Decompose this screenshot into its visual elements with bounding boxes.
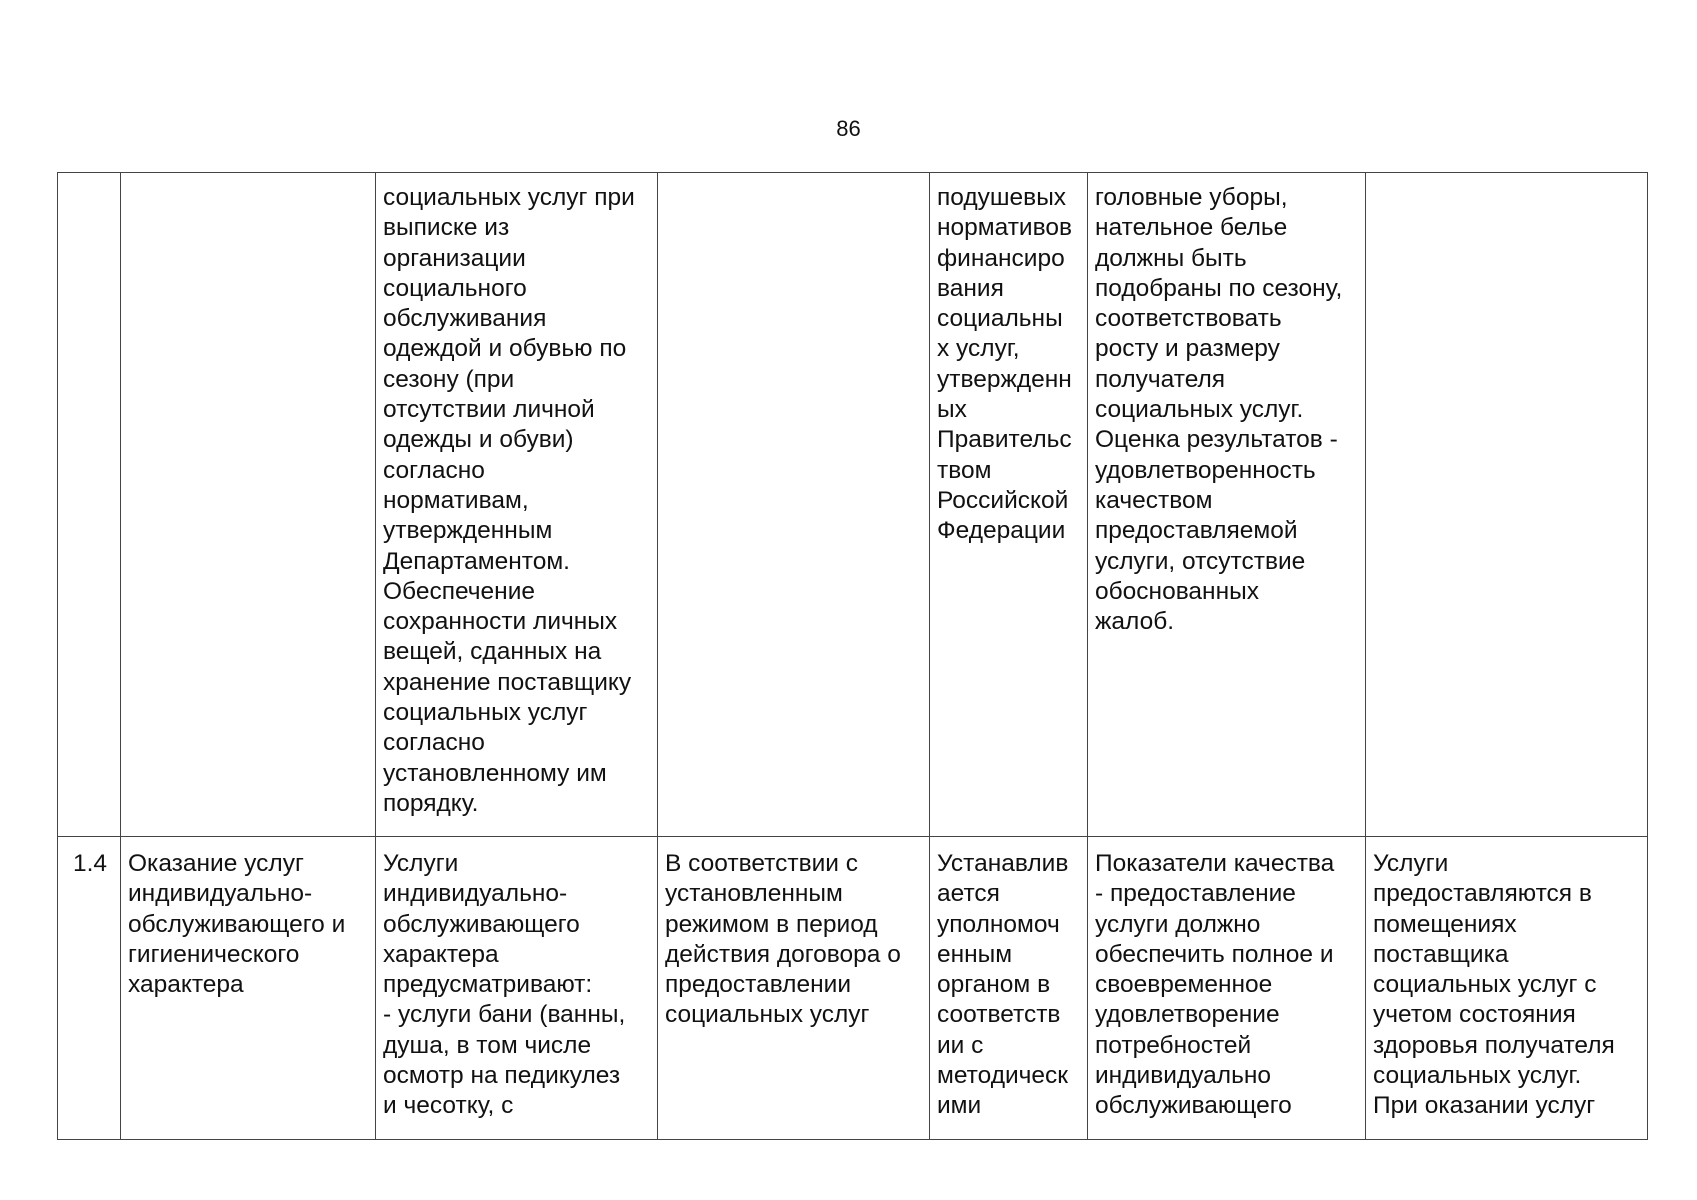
service-description-cell — [376, 837, 658, 1140]
cell-text-line: ых — [937, 396, 967, 424]
service-conditions-cell — [1366, 837, 1648, 1140]
page-number: 86 — [836, 116, 861, 141]
cell-text-line: порядку. — [383, 789, 479, 817]
cell-text-line: финансиро — [937, 244, 1065, 272]
cell-text-line: утвержденным — [383, 517, 553, 545]
cell-text-line: организации — [383, 244, 526, 272]
cell-text-line: предусматривают: — [383, 971, 593, 999]
cell-text-line: здоровья получателя — [1373, 1031, 1615, 1059]
cell-text-line: При оказании услуг — [1373, 1092, 1596, 1120]
cell-text-line: социальных услуг. — [1095, 396, 1304, 424]
cell-text-line: соответств — [937, 1001, 1061, 1029]
cell-text-line: режимом в период — [665, 910, 878, 938]
cell-text-line: своевременное — [1095, 971, 1273, 999]
cell-text-line: удовлетворенность — [1095, 456, 1316, 484]
cell-text-line: индивидуально- — [128, 880, 313, 908]
cell-text-line: головные уборы, — [1095, 184, 1288, 211]
service-norm-cell — [930, 837, 1088, 1140]
cell-text-line: нормативам, — [383, 486, 529, 514]
cell-text-line: Российской — [937, 486, 1069, 514]
cell-text-line: утвержденн — [937, 365, 1072, 393]
cell-text-line: предоставляемой — [1095, 517, 1298, 545]
cell-text-line: нательное белье — [1095, 214, 1288, 242]
cell-text-line: согласно — [383, 729, 485, 757]
number-cell — [58, 173, 121, 837]
cell-text-line: Федерации — [937, 517, 1066, 545]
cell-text-line: вания — [937, 274, 1004, 302]
cell-text-line: обслуживания — [383, 305, 547, 333]
cell-text-line: хранение поставщику — [383, 668, 632, 696]
cell-text-line: твом — [937, 456, 992, 484]
service-norm-cell — [930, 173, 1088, 837]
cell-text-line: х услуг, — [937, 335, 1020, 363]
cell-text-line: Оказание услуг — [128, 850, 304, 877]
service-description-cell — [376, 173, 658, 837]
cell-text-line: одежды и обуви) — [383, 426, 574, 454]
cell-text-line: ается — [937, 880, 1000, 908]
cell-text-line: гигиенического — [128, 940, 300, 968]
cell-text-line: Устанавлив — [937, 850, 1069, 877]
cell-text-line: социальных услуг — [383, 699, 588, 727]
cell-text-line: росту и размеру — [1095, 335, 1280, 363]
cell-text-line: жалоб. — [1095, 608, 1175, 636]
cell-text-line: одеждой и обувью по — [383, 335, 627, 363]
cell-text-line: социальны — [937, 305, 1063, 333]
cell-text-line: социальных услуг при — [383, 184, 635, 211]
cell-text-line: Показатели качества — [1095, 850, 1335, 877]
cell-text-line: подушевых — [937, 184, 1067, 211]
cell-text-line: установленным — [665, 880, 843, 908]
cell-text-line: ии с — [937, 1031, 984, 1059]
cell-text-line: получателя — [1095, 365, 1226, 393]
cell-text-line: должны быть — [1095, 244, 1247, 272]
cell-text-line: отсутствии личной — [383, 396, 595, 424]
cell-text-line: ими — [937, 1092, 982, 1120]
service-name-cell — [121, 173, 376, 837]
cell-text-line: сохранности личных — [383, 608, 618, 636]
table-row — [58, 173, 1648, 837]
cell-text-line: социальных услуг — [665, 1001, 870, 1029]
cell-text-line: - услуги бани (ванны, — [383, 1001, 626, 1029]
cell-text-line: социального — [383, 274, 527, 302]
cell-text-line: обслуживающего — [1095, 1092, 1292, 1120]
cell-text-line: индивидуально — [1095, 1062, 1272, 1090]
cell-text-line: поставщика — [1373, 940, 1509, 968]
cell-text-line: характера — [383, 940, 499, 968]
cell-text-line: предоставлении — [665, 971, 851, 999]
table-row — [58, 837, 1648, 1140]
cell-text-line: Услуги — [383, 850, 459, 877]
cell-text-line: вещей, сданных на — [383, 638, 602, 666]
cell-text-line: методическ — [937, 1062, 1069, 1090]
cell-text-line: обслуживающего — [383, 910, 580, 938]
cell-text-line: учетом состояния — [1373, 1001, 1576, 1029]
cell-text-line: выписке из — [383, 214, 510, 242]
cell-text-line: - предоставление — [1095, 880, 1296, 908]
quality-indicators-cell — [1088, 173, 1366, 837]
cell-text-line: обслуживающего и — [128, 910, 346, 938]
cell-text-line: Правительс — [937, 426, 1072, 454]
cell-text-line: согласно — [383, 456, 485, 484]
cell-text-line: и чесотку, с — [383, 1092, 514, 1120]
cell-text-line: предоставляются в — [1373, 880, 1592, 908]
cell-text-line: услуги должно — [1095, 910, 1261, 938]
cell-text-line: органом в — [937, 971, 1051, 999]
cell-text-line: Услуги — [1373, 850, 1449, 877]
cell-text-line: осмотр на педикулез — [383, 1062, 621, 1090]
cell-text-line: качеством — [1095, 486, 1213, 514]
cell-text-line: помещениях — [1373, 910, 1517, 938]
cell-text-line: индивидуально- — [383, 880, 568, 908]
cell-text-line: удовлетворение — [1095, 1001, 1280, 1029]
cell-text-line: услуги, отсутствие — [1095, 547, 1306, 575]
service-schedule-cell — [658, 837, 930, 1140]
cell-text-line: енным — [937, 940, 1013, 968]
cell-text-line: В соответствии с — [665, 850, 859, 877]
cell-text-line: сезону (при — [383, 365, 515, 393]
quality-indicators-cell — [1088, 837, 1366, 1140]
services-table — [57, 172, 1648, 1140]
cell-text-line: обоснованных — [1095, 577, 1259, 605]
cell-text-line: характера — [128, 971, 244, 999]
cell-text-line: соответствовать — [1095, 305, 1282, 333]
cell-text-line: Департаментом. — [383, 547, 570, 575]
service-schedule-cell — [658, 173, 930, 837]
cell-text-line: социальных услуг с — [1373, 971, 1597, 999]
service-conditions-cell — [1366, 173, 1648, 837]
cell-text-line: Обеспечение — [383, 577, 536, 605]
cell-text-line: подобраны по сезону, — [1095, 274, 1343, 302]
cell-text-line: обеспечить полное и — [1095, 940, 1334, 968]
service-name-cell — [121, 837, 376, 1140]
cell-text-line: действия договора о — [665, 940, 901, 968]
cell-text-line: Оценка результатов - — [1095, 426, 1338, 454]
cell-text-line: 1.4 — [72, 850, 108, 877]
cell-text-line: нормативов — [937, 214, 1073, 242]
cell-text-line: потребностей — [1095, 1031, 1252, 1059]
cell-text-line: социальных услуг. — [1373, 1062, 1582, 1090]
cell-text-line: уполномоч — [937, 910, 1060, 938]
cell-text-line: душа, в том числе — [383, 1031, 592, 1059]
cell-text-line: установленному им — [383, 759, 607, 787]
number-cell — [58, 837, 121, 1140]
